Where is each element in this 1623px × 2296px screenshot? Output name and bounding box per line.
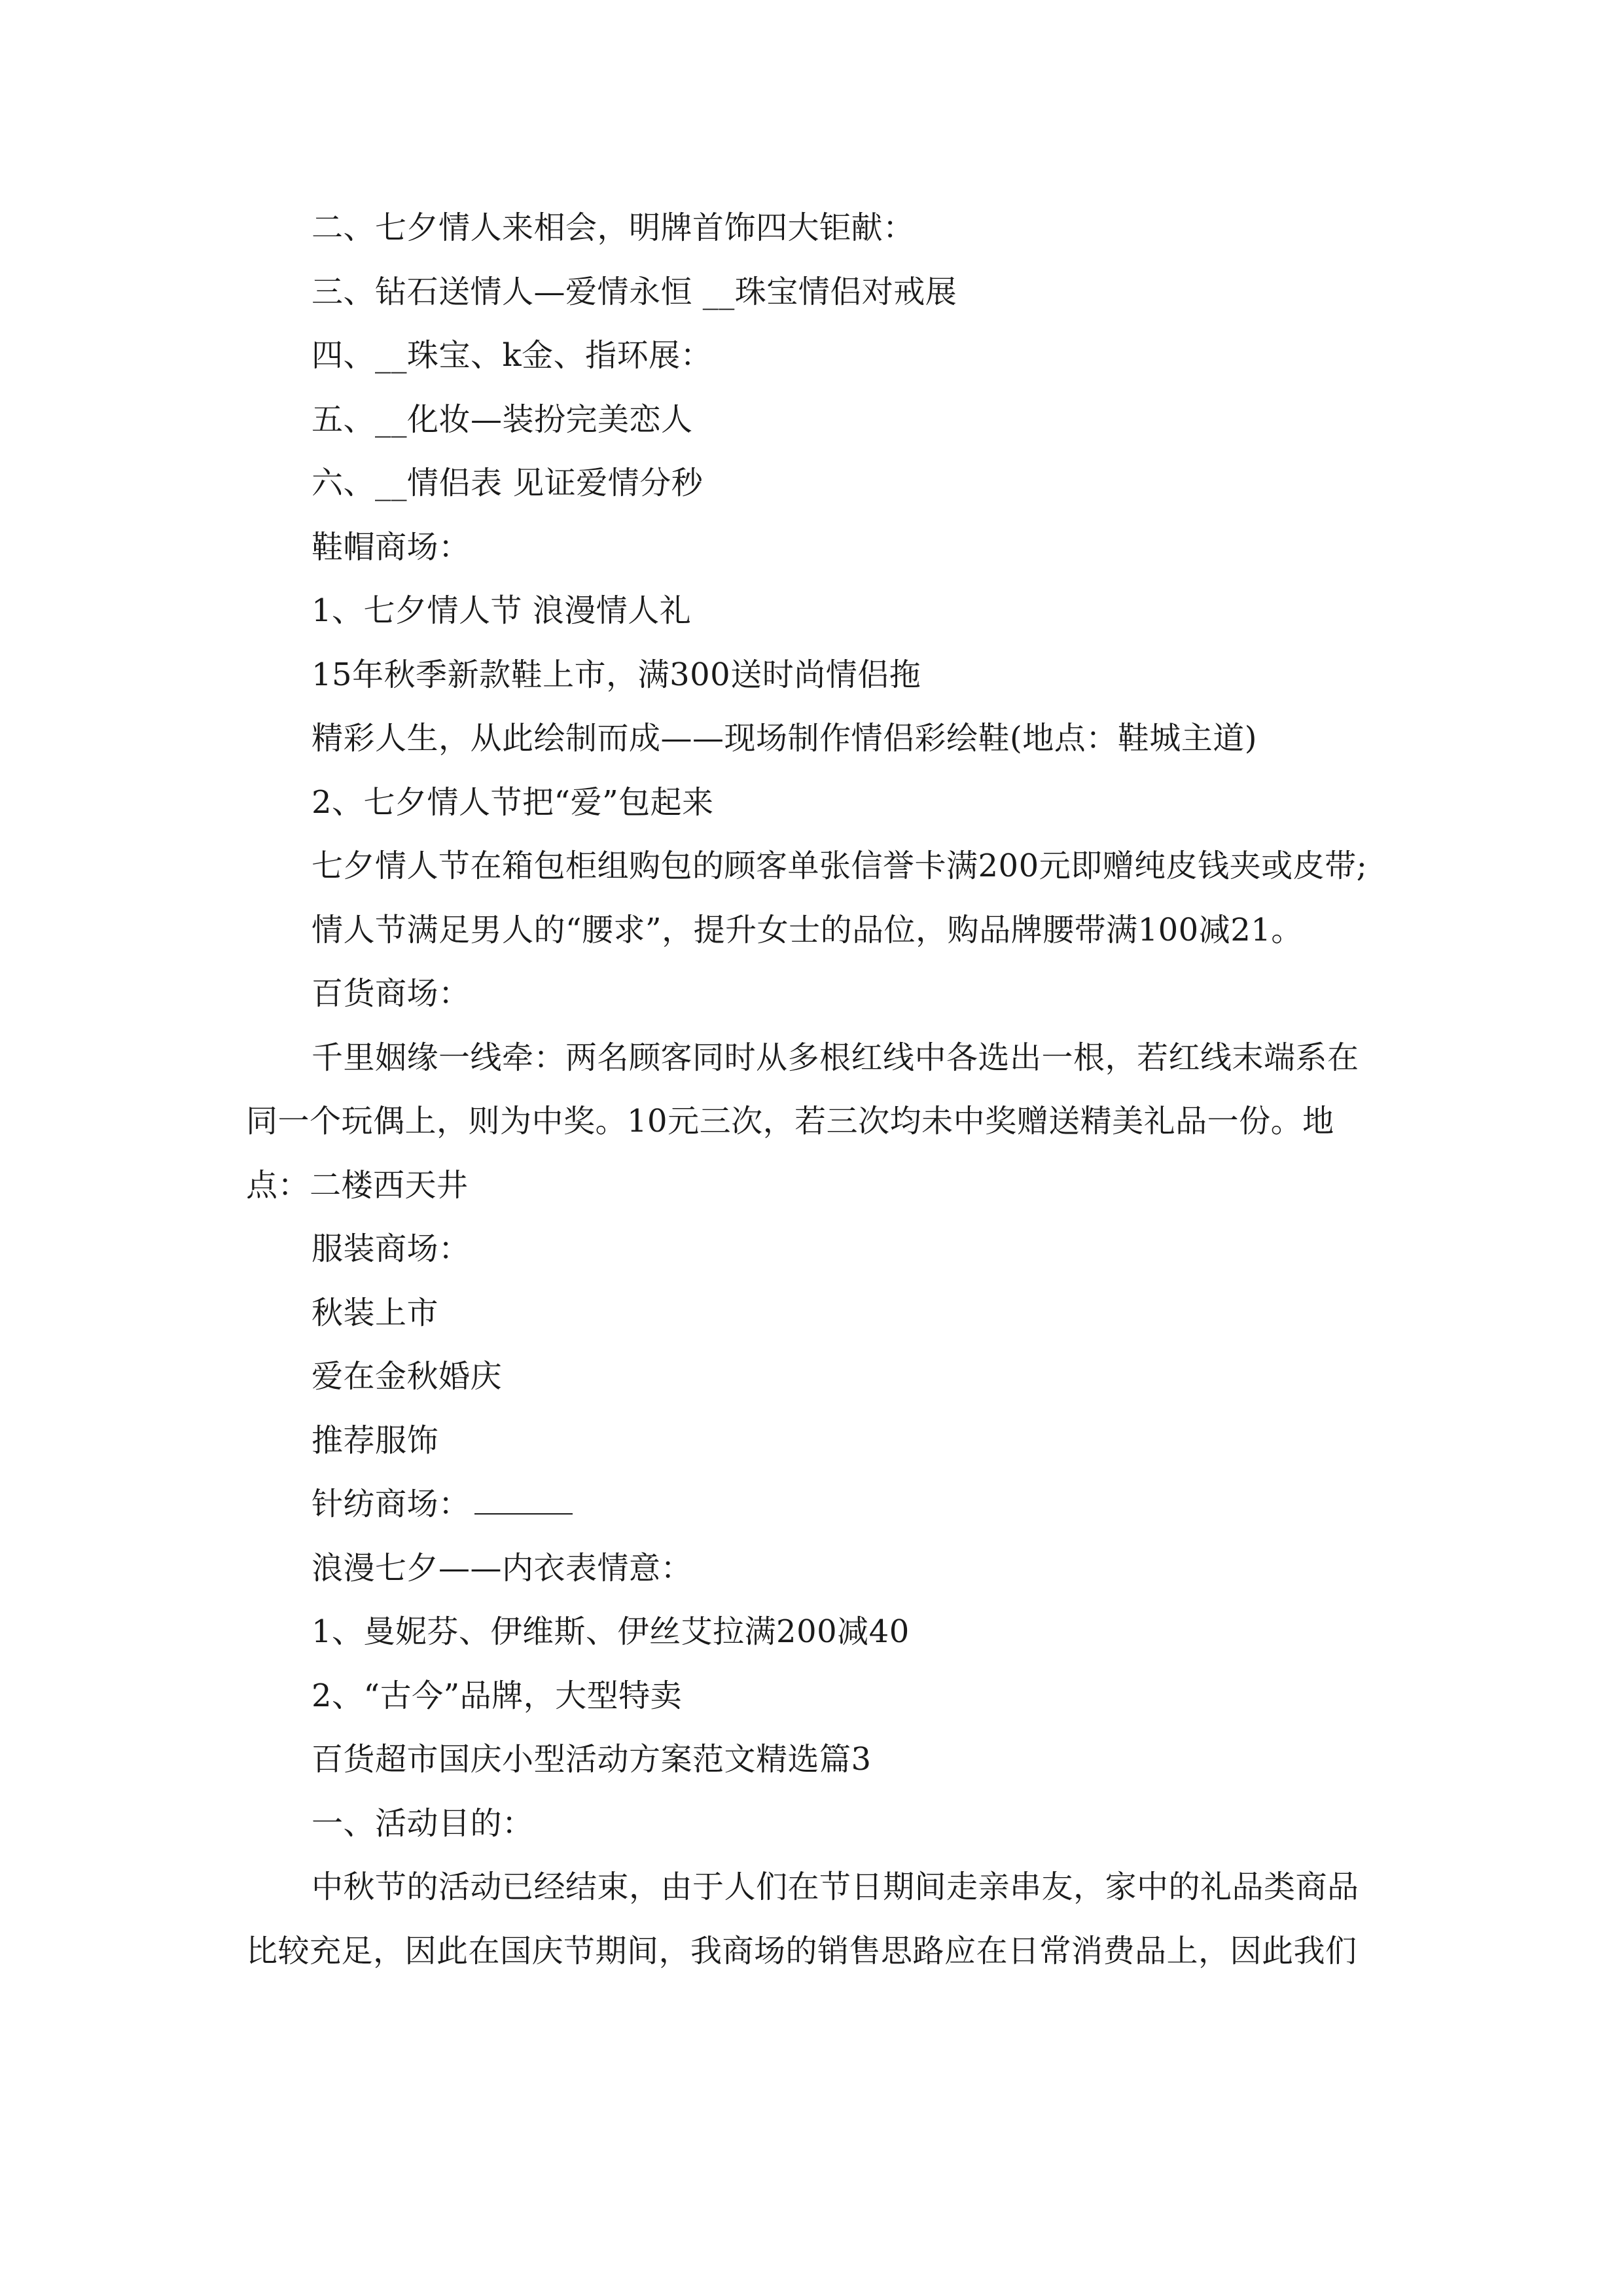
article-title: 百货超市国庆小型活动方案范文精选篇3 xyxy=(312,1741,872,1778)
paragraph: 秋装上市 xyxy=(312,1294,439,1331)
document-body xyxy=(246,196,1383,1983)
blank-underline xyxy=(474,1480,573,1515)
paragraph: 六、__情侣表 见证爱情分秒 xyxy=(312,465,704,501)
section-heading-purpose: 一、活动目的： xyxy=(312,1804,534,1842)
paragraph: 1、七夕情人节 浪漫情人礼 xyxy=(312,592,692,629)
section-heading-department: 百货商场： xyxy=(312,975,471,1012)
section-heading-shoes: 鞋帽商场： xyxy=(312,528,471,565)
paragraph: 推荐服饰 xyxy=(312,1422,439,1459)
paragraph: 二、七夕情人来相会，明牌首饰四大钜献： xyxy=(312,209,915,246)
paragraph: 五、__化妆—装扮完美恋人 xyxy=(312,401,693,438)
paragraph: 15年秋季新款鞋上市，满300送时尚情侣拖 xyxy=(312,656,921,693)
paragraph: 精彩人生，从此绘制而成——现场制作情侣彩绘鞋(地点：鞋城主道) xyxy=(312,720,1257,757)
paragraph: 情人节满足男人的“腰求”，提升女士的品位，购品牌腰带满100减21。 xyxy=(312,911,1303,948)
paragraph: 三、钻石送情人—爱情永恒 __珠宝情侣对戒展 xyxy=(312,273,957,310)
section-heading-clothing: 服装商场： xyxy=(312,1230,471,1267)
paragraph: 四、__珠宝、k金、指环展： xyxy=(312,337,713,374)
paragraph: 千里姻缘一线牵：两名顾客同时从多根红线中各选出一根，若红线末端系在同一个玩偶上，则为中奖。10元三次，若三次均未中奖赠送精美礼品一份。地点：二楼西天井 xyxy=(246,1039,1359,1204)
paragraph: 2、“古今”品牌，大型特卖 xyxy=(312,1677,683,1714)
section-heading-textile-label: 针纺商场： xyxy=(312,1486,471,1522)
paragraph: 爱在金秋婚庆 xyxy=(312,1358,503,1395)
paragraph: 1、曼妮芬、伊维斯、伊丝艾拉满200减40 xyxy=(312,1613,910,1650)
paragraph: 七夕情人节在箱包柜组购包的顾客单张信誉卡满200元即赠纯皮钱夹或皮带; xyxy=(312,848,1368,884)
paragraph: 浪漫七夕——内衣表情意： xyxy=(312,1549,693,1587)
section-heading-textile xyxy=(246,1473,1383,1537)
paragraph: 中秋节的活动已经结束，由于人们在节日期间走亲串友，家中的礼品类商品比较充足，因此在国庆节期间，我商场的销售思路应在日常消费品上，因此我们 xyxy=(246,1869,1359,1969)
paragraph: 2、七夕情人节把“爱”包起来 xyxy=(312,783,714,821)
